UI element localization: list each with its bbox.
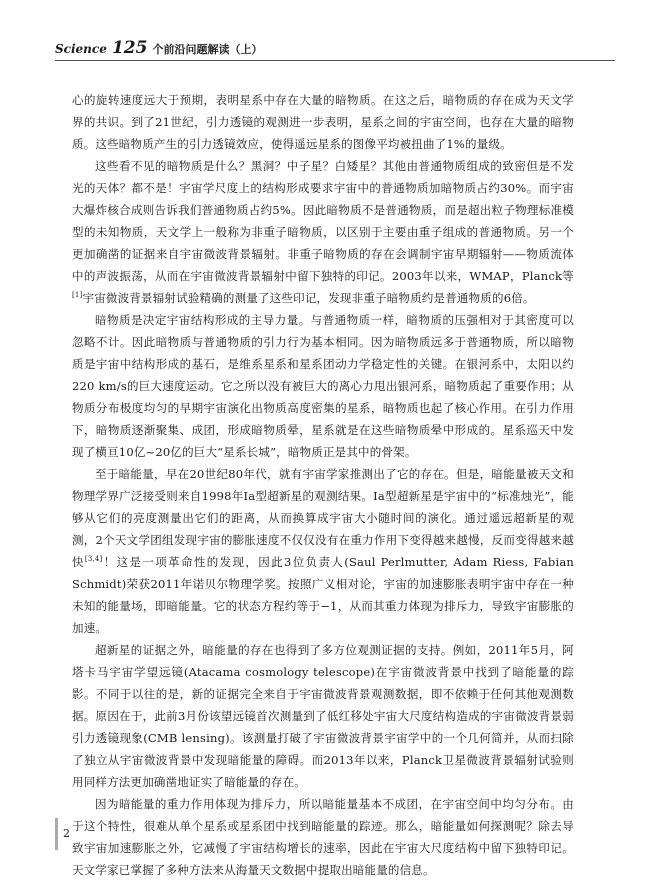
paragraph-text: 宇宙微波背景辐射试验精确的测量了这些印记，发现非重子暗物质约是普通物质的6倍。: [82, 291, 535, 305]
paragraph-text: ！这是一项革命性的发现，因此3位负责人(Saul Perlmutter, Adam Riess, Fabian Schmidt)荣获2011年诺贝尔物理学奖。按照广义相对论，宇宙的加速膨胀表明宇宙中存在一种未知的能量场，即暗能量。它的状态方程约等于−1，从而其重力体现为排斥力，导致宇宙膨胀的加速。: [72, 555, 574, 635]
paragraph: [72, 155, 574, 309]
header-number: 125: [111, 38, 148, 58]
page-marker: [55, 818, 58, 850]
body-text: [72, 89, 574, 881]
paragraph: [72, 639, 574, 793]
page-number: 2: [63, 827, 70, 840]
header-title: [55, 38, 263, 58]
paragraph-text: 至于暗能量，早在20世纪80年代，就有宇宙学家推测出了它的存在。但是，暗能量被天文和物理学界广泛接受则来自1998年Ia型超新星的观测结果。Ia型超新星是宇宙中的“标准烛光”，能够从它们的亮度测量出它们的距离，从而换算成宇宙大小随时间的演化。通过遥远超新星的观测，2个天文学团组发现宇宙的膨胀速度不仅仅没有在重力作用下变得越来越慢，反而变得越来越快: [72, 467, 574, 569]
header-journal: Science: [55, 42, 107, 56]
paragraph-text: 暗物质是决定宇宙结构形成的主导力量。与普通物质一样，暗物质的压强相对于其密度可以忽略不计。因此暗物质与普通物质的引力行为基本相同。因为暗物质远多于普通物质，所以暗物质是宇宙中结构形成的基石，是维系星系和星系团动力学稳定性的关键。在银河系中，太阳以约220 km/s的巨大速度运动。它之所以没有被巨大的离心力甩出银河系，暗物质起了重要作用；从物质分布极度均匀的早期宇宙演化出物质高度密集的星系，暗物质也起了核心作用。在引力作用下，暗物质逐渐聚集、成团，形成暗物质晕，星系就是在这些暗物质晕中形成的。星系巡天中发现了横亘10亿~20亿的巨大“星系长城”，暗物质正是其中的骨架。: [72, 313, 574, 459]
paragraph: [72, 309, 574, 463]
paragraph: [72, 463, 574, 639]
running-header: [55, 36, 615, 62]
paragraph: [72, 89, 574, 155]
citation-ref: [3,4]: [84, 555, 103, 564]
header-book-title: 个前沿问题解读（上）: [152, 43, 263, 56]
header-rule: [55, 60, 615, 61]
citation-ref: [1]: [72, 291, 83, 300]
paragraph-text: 心的旋转速度远大于预期，表明星系中存在大量的暗物质。在这之后，暗物质的存在成为天文学界的共识。到了21世纪，引力透镜的观测进一步表明，星系之间的宇宙空间，也存在大量的暗物质。这些暗物质产生的引力透镜效应，使得遥远星系的图像平均被扭曲了1%的量级。: [72, 93, 574, 151]
paragraph: [72, 793, 574, 881]
paragraph-text: 因为暗能量的重力作用体现为排斥力，所以暗能量基本不成团，在宇宙空间中均匀分布。由于这个特性，很难从单个星系或星系团中找到暗能量的踪迹。那么，暗能量如何探测呢？除去导致宇宙加速膨胀之外，它减慢了宇宙结构增长的速率，因此在宇宙大尺度结构中留下独特印记。天文学家已掌握了多种方法来从海量天文数据中提取出暗能量的信息。: [72, 797, 574, 877]
paragraph-text: 这些看不见的暗物质是什么？黑洞？中子星？白矮星？其他由普通物质组成的致密但是不发光的天体？都不是！宇宙学尺度上的结构形成要求宇宙中的普通物质加暗物质占约30%。而宇宙大爆炸核合成则告诉我们普通物质占约5%。因此暗物质不是普通物质，而是超出粒子物理标准模型的未知物质，天文学上一般称为非重子暗物质，以区别于主要由重子组成的普通物质。另一个更加确凿的证据来自宇宙微波背景辐射。非重子暗物质的存在会调制宇宙早期辐射——物质流体中的声波振荡，从而在宇宙微波背景辐射中留下独特的印记。2003年以来，WMAP，Planck等: [72, 159, 574, 283]
paragraph-text: 超新星的证据之外，暗能量的存在也得到了多方位观测证据的支持。例如，2011年5月，阿塔卡马宇宙学望远镜(Atacama cosmology telescope)在宇宙微波背景中找到了暗能量的踪影。不同于以往的是，新的证据完全来自于宇宙微波背景观测数据，即不依赖于任何其他观测数据。原因在于，此前3月份该望远镜首次测量到了低红移处宇宙大尺度结构造成的宇宙微波背景弱引力透镜现象(CMB lensing)。该测量打破了宇宙微波背景宇宙学中的一个几何简并，从而扫除了独立从宇宙微波背景中发现暗能量的障碍。而2013年以来，Planck卫星微波背景辐射试验则用同样方法更加确凿地证实了暗能量的存在。: [72, 643, 574, 789]
